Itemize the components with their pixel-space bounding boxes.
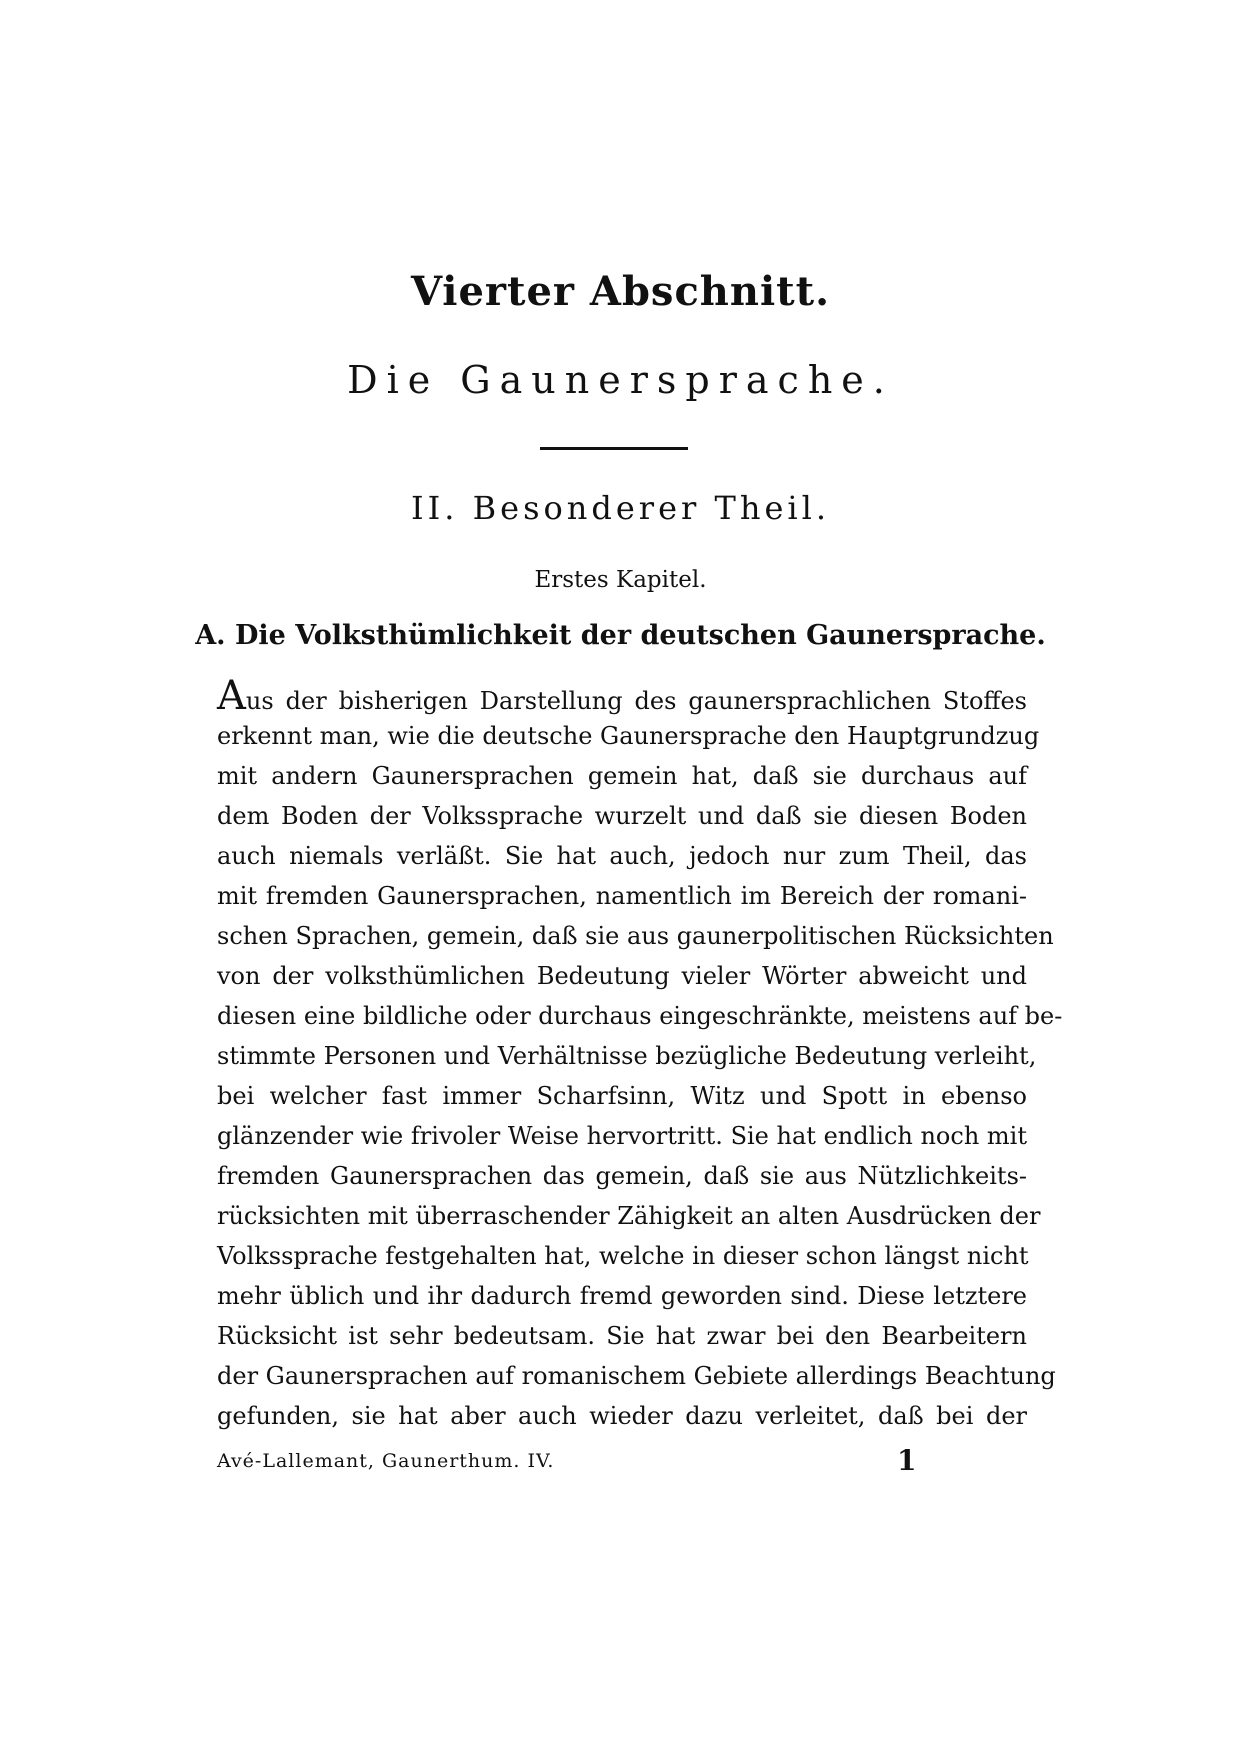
text-line: dem Boden der Volkssprache wurzelt und daß sie diesen Boden [217, 802, 1027, 830]
text-line: mit andern Gaunersprachen gemein hat, daß sie durchaus auf [217, 762, 1027, 790]
part-heading: Vierter Abschnitt. [410, 268, 831, 315]
page-number: 1 [897, 1444, 917, 1477]
text-line: auch niemals verläßt. Sie hat auch, jedoch nur zum Theil, das [217, 842, 1027, 870]
text-line: stimmte Personen und Verhältnisse bezügliche Bedeutung verleiht, [217, 1042, 1037, 1070]
page-footer [217, 1444, 1027, 1476]
text-line: bei welcher fast immer Scharfsinn, Witz und Spott in ebenso [217, 1082, 1027, 1110]
divider-rule [540, 447, 688, 450]
text-line: der Gaunersprachen auf romanischem Gebiete allerdings Beachtung [217, 1362, 1056, 1390]
chapter-title: A. Die Volksthümlichkeit der deutschen Gaunersprache. [195, 620, 1046, 651]
text-line: schen Sprachen, gemein, daß sie aus gaunerpolitischen Rücksichten [217, 922, 1054, 950]
text-line: rücksichten mit überraschender Zähigkeit an alten Ausdrücken der [217, 1202, 1041, 1230]
text-line: Volkssprache festgehalten hat, welche in dieser schon längst nicht [217, 1242, 1029, 1270]
section-title: Die Gaunersprache. [347, 358, 894, 402]
drop-cap: A [217, 673, 246, 719]
text-line-content: us der bisherigen Darstellung des gaunersprachlichen Stoffes [245, 687, 1027, 715]
text-line: erkennt man, wie die deutsche Gaunersprache den Hauptgrundzug [217, 722, 1040, 750]
text-line: glänzender wie frivoler Weise hervortritt. Sie hat endlich noch mit [217, 1122, 1027, 1150]
text-line: mit fremden Gaunersprachen, namentlich im Bereich der romani- [217, 882, 1027, 910]
text-line: diesen eine bildliche oder durchaus eingeschränkte, meistens auf be- [217, 1002, 1063, 1030]
printer-signature: Avé-Lallemant, Gaunerthum. IV. [217, 1450, 555, 1472]
text-line: gefunden, sie hat aber auch wieder dazu verleitet, daß bei der [217, 1402, 1027, 1430]
text-line: von der volksthümlichen Bedeutung vieler Wörter abweicht und [217, 962, 1027, 990]
text-line [217, 673, 1027, 719]
body-paragraph [217, 673, 1063, 1436]
text-line: Rücksicht ist sehr bedeutsam. Sie hat zwar bei den Bearbeitern [217, 1322, 1027, 1350]
text-line: fremden Gaunersprachen das gemein, daß sie aus Nützlichkeits- [217, 1162, 1027, 1190]
text-line: mehr üblich und ihr dadurch fremd geworden sind. Diese letztere [217, 1282, 1027, 1310]
subpart-heading: II. Besonderer Theil. [410, 489, 831, 527]
chapter-label: Erstes Kapitel. [534, 567, 707, 593]
